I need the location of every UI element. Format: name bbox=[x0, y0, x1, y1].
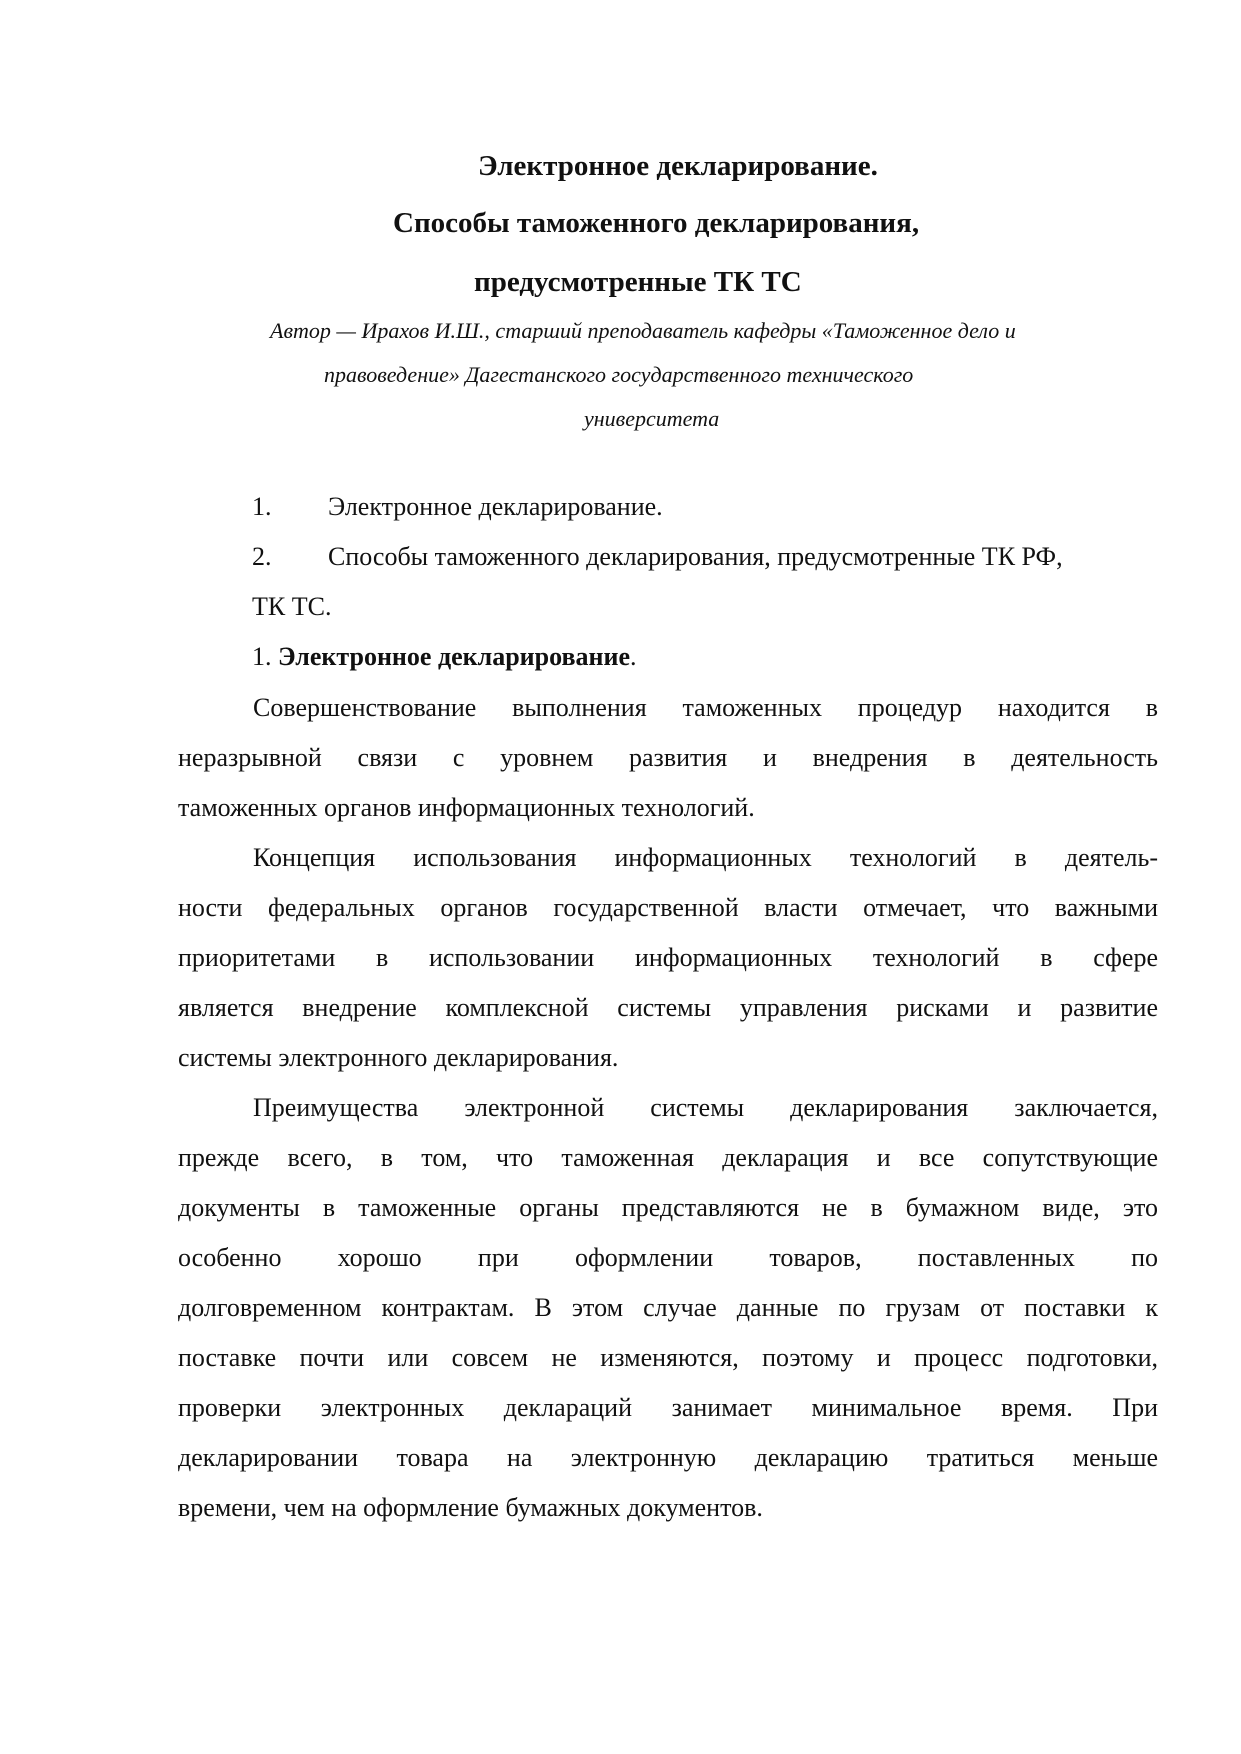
toc-continuation: ТК ТС. bbox=[252, 592, 332, 621]
toc-item bbox=[252, 492, 1232, 522]
paragraph-line: системы электронного декларирования. bbox=[178, 1043, 619, 1072]
paragraph-line: прежде всего, в том, что таможенная декларация и все сопутствующие bbox=[178, 1143, 1158, 1172]
author-line-3: университета bbox=[584, 406, 720, 431]
section-heading bbox=[252, 642, 1232, 672]
paragraph-line: таможенных органов информационных технологий. bbox=[178, 793, 755, 822]
paragraph-line: Концепция использования информационных технологий в деятель- bbox=[253, 843, 1158, 872]
paragraph-line: Совершенствование выполнения таможенных процедур находится в bbox=[253, 693, 1158, 722]
author-line-2: правоведение» Дагестанского государственного технического bbox=[324, 362, 914, 387]
paragraph-line: ности федеральных органов государственной власти отмечает, что важными bbox=[178, 893, 1158, 922]
paragraph-line: особенно хорошо при оформлении товаров, поставленных по bbox=[178, 1243, 1158, 1272]
paragraph-line: документы в таможенные органы представляются не в бумажном виде, это bbox=[178, 1193, 1158, 1222]
paragraph-line: Преимущества электронной системы декларирования заключается, bbox=[253, 1093, 1158, 1122]
paragraph-line: является внедрение комплексной системы управления рисками и развитие bbox=[178, 993, 1158, 1022]
toc-number: 2. bbox=[252, 542, 272, 571]
section-heading-suffix: . bbox=[630, 642, 637, 671]
title-line-2: Способы таможенного декларирования, bbox=[393, 207, 920, 239]
author-line-1: Автор — Ирахов И.Ш., старший преподаватель кафедры «Таможенное дело и bbox=[270, 318, 1016, 343]
toc-number: 1. bbox=[252, 492, 272, 521]
paragraph-line: поставке почти или совсем не изменяются, поэтому и процесс подготовки, bbox=[178, 1343, 1158, 1372]
toc-text: Способы таможенного декларирования, предусмотренные ТК РФ, bbox=[328, 542, 1063, 571]
paragraph-line: долговременном контрактам. В этом случае данные по грузам от поставки к bbox=[178, 1293, 1158, 1322]
paragraph-line: проверки электронных деклараций занимает минимальное время. При bbox=[178, 1393, 1158, 1422]
title-line-1: Электронное декларирование. bbox=[478, 150, 878, 182]
section-heading-text: Электронное декларирование bbox=[278, 642, 631, 671]
toc-text: Электронное декларирование. bbox=[328, 492, 663, 521]
title-line-3: предусмотренные ТК ТС bbox=[474, 266, 802, 298]
paragraph-line: приоритетами в использовании информационных технологий в сфере bbox=[178, 943, 1158, 972]
paragraph-line: неразрывной связи с уровнем развития и внедрения в деятельность bbox=[178, 743, 1158, 772]
toc-item bbox=[252, 542, 1158, 572]
paragraph-line: декларировании товара на электронную декларацию тратиться меньше bbox=[178, 1443, 1158, 1472]
section-number: 1. bbox=[252, 642, 272, 671]
paragraph-line: времени, чем на оформление бумажных документов. bbox=[178, 1493, 763, 1522]
